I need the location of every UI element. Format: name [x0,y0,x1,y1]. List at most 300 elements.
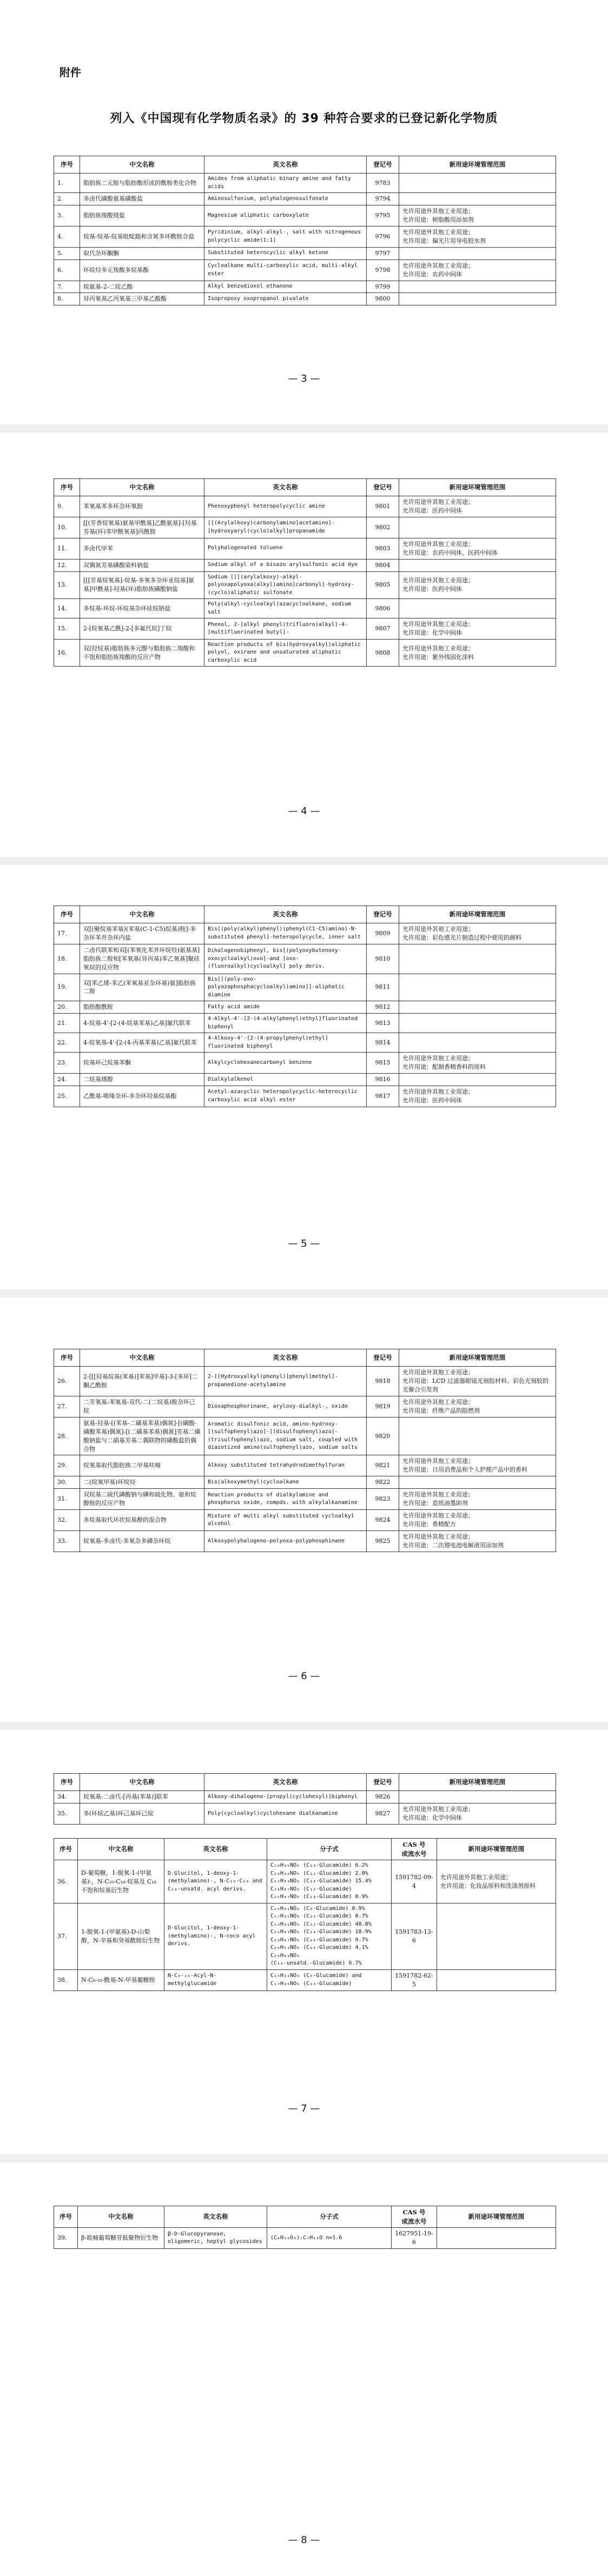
cas-number: 1591782-09-4 [392,1860,437,1903]
column-header: 序号 [54,479,80,496]
table-row [54,205,556,226]
registration-number: 9818 [367,1367,399,1396]
column-header: 新用途环境管理范围 [399,1774,556,1791]
column-header: 登记号 [367,479,399,496]
registration-number: 9805 [367,571,399,599]
management-scope [399,1033,556,1053]
row-number: 2. [54,193,80,205]
chinese-name: 苯氧基苯多环杂环氧胺 [80,496,204,517]
chinese-name: 乙酰基-哌嗪杂环-多杂环羟基烷基酯 [80,1086,204,1107]
column-header: 序号 [54,1349,80,1367]
english-name: Phenol, 2-[alkyl phenyl(trifluoro)alkyl]-4-[multifluorinated butyl]- [204,618,367,640]
molecular-formula: C₁₈H₃₅NO₆ (C₁₀-Glucamide) 6.2% C₂₀H₃₉NO₆ (C₁₂-Glucamide) 2.0% C₂₂H₄₃NO₆ (C₁₄-Glucamide) 15.4% C₂₄H₄₇NO₆ (C₁₆-Glucamide) C₂₅H₄₇NO₆ (C₁₈-Glucamide) 0.9% [267,1860,392,1903]
page-3 [0,0,608,424]
registration-number: 9813 [367,1014,399,1033]
registration-number: 9809 [367,923,399,944]
registration-number: 9808 [367,639,399,667]
english-name: Bis[[(poly-oxo-polyazaphosphacycloalkyl)amino]]-aliphatic diamine [204,974,367,1001]
chinese-name: D-葡萄糖，1-脱氧-1-(甲氨基)-，N-C₁₀-C₁₈-烷基及 C₁₈ 不饱和烷基衍生物 [78,1860,164,1903]
page-4 [0,432,608,857]
management-scope: 允许用途外其他工业用途； 允许用途：香精配方 [399,1510,556,1531]
table-row [54,1903,556,1969]
registration-number: 9803 [367,538,399,559]
chinese-name: 1-脱氧-1-(甲氨基)-D-山梨醇，N-辛基和癸基酰胺衍生物 [78,1903,164,1969]
management-scope [437,1903,556,1969]
row-number: 4. [54,226,80,247]
table-row [54,247,556,259]
english-name: Fatty acid amide [204,1001,367,1014]
management-scope [399,974,556,1001]
table-row [54,1014,556,1033]
english-name: Magnesium aliphatic carboxylate [204,205,367,226]
chinese-name: 脂肪酸酰胺 [80,1001,204,1014]
registration-number: 9826 [367,1791,399,1803]
table-row [54,944,556,974]
row-number: 28. [54,1417,80,1455]
column-header: 登记号 [367,906,399,923]
chinese-name: 二烷基烯醇 [80,1074,204,1086]
substance-table-cas [54,2206,556,2249]
registration-number: 9794 [367,193,399,205]
row-number: 17. [54,923,80,944]
molecular-formula: C₁₅H₃₁NO₆ (C₈-Glucamide) and C₁₇H₃₅NO₆ (C₁₀-Glucamide) [267,1969,392,1991]
cas-number: 1591783-13-6 [392,1903,437,1969]
chinese-name: 双(羟烷基)脂肪族多元醇与脂肪族二羧酸和不饱和脂肪族羧酸的反应产物 [80,639,204,667]
substance-table [54,156,556,305]
chinese-name: 多(环烷乙基)环己基环己烷 [80,1803,204,1824]
column-header: 中文名称 [80,479,204,496]
english-name: Sodium alkyl of a bisazo arylsulfonic acid dye [204,559,367,571]
english-name: β-D-Glucopyranose, oligomeric, heptyl glycosides [164,2228,267,2249]
management-scope [399,1791,556,1803]
english-name: Phenoxyphenyl heteropolycyclic amine [204,496,367,517]
english-name: 4-Alkyl-4'-[2-(4-alkylphenyl)ethyl]fluorinated biphenyl [204,1014,367,1033]
chinese-name: 双烷基二硫代磷酸钠与磷和硫化物、氨和烷醇胺的反应产物 [80,1489,204,1510]
management-scope: 允许用途外其他工业用途； 允许用途：农药中间体、医药中间体 [399,538,556,559]
substance-table [54,1349,556,1552]
english-name: Dihalogenobiphenyl, bis[(polyoxybutenoxy-oxocycloalkyl)oxo]-and [oxo-(fluoroalkyl)cycloalkyl] poly deriv. [204,944,367,974]
chinese-name: 二芳氧基-苯氧基-双代-二(二烷基)胺杂环己烷 [80,1396,204,1417]
registration-number: 9799 [367,281,399,293]
molecular-formula: C₁₅H₃₁NO₆ (C₈-Glucamide) 0.9% C₁₇H₃₅NO₆ (C₁₀-Glucamide) 0.7% C₁₉H₃₉NO₆ (C₁₂-Glucamide) 48.8% C₂₁H₄₃NO₆ (C₁₄-Glucamide) 18.9% C₂₃H₄₇NO₆ (C₁₆-Glucamide) 9.7% C₂₅H₅₁NO₆ (C₁₈-Glucamide) 4.1% C₂₅H₄₉NO₆ (C₁₈-unsatd.-Glucamide) 6.7% [267,1903,392,1969]
table-row [54,1531,556,1552]
chinese-name: 二卤代联苯和双[(苯氧化苯并环烷烃)氨基基]脂肪族二胺和[苯氧基(异丙基)苯乙氧基]聚硅氧烷的反应物 [80,944,204,974]
column-header: 英文名称 [204,906,367,923]
table-row [54,1074,556,1086]
chinese-name: 烷氨基-2-二烷乙酸 [80,281,204,293]
column-header: CAS 号 或流水号 [392,1839,437,1860]
table-header-row [54,1839,556,1860]
management-scope: 允许用途外其他工业用途； 允许用途：医药中间体 [399,1086,556,1107]
english-name: Mixture of multi alkyl substituted cycloalkyl alcohol [204,1510,367,1531]
column-header: CAS 号 或流水号 [392,2206,437,2228]
chinese-name: 双[苯乙烯-苯乙(苯氧基亚杂环基)氨]脂肪族二胺 [80,974,204,1001]
table-row [54,293,556,305]
column-header: 英文名称 [204,1774,367,1791]
registration-number: 9800 [367,293,399,305]
management-scope: 允许用途外其他工业用途； 允许用途：彩色感光片制造过程中使用的颜料 [399,923,556,944]
registration-number: 9822 [367,1476,399,1489]
registration-number: 9795 [367,205,399,226]
chinese-name: 2-[[[羟基烷基(苯基)]苯基]甲基]-3-[多环]二酮乙酰胺 [80,1367,204,1396]
management-scope: 允许用途外其他工业用途； 允许用途：紫外线固化涂料 [399,639,556,667]
column-header: 英文名称 [164,2206,267,2228]
page-number: — 4 — [288,806,320,817]
english-name: Poly(alkyl-cycloalkyl)azacycloalkane, sodium salt [204,599,367,618]
table-row [54,1860,556,1903]
table-row [54,639,556,667]
column-header: 新用途环境管理范围 [399,479,556,496]
management-scope: 允许用途外其他工业用途； 允许用途：偏光片用导电胶水剂 [399,226,556,247]
english-name: Reaction products of dialkylamine and phosphorus oxide, compds. with alkylalkanamine [204,1489,367,1510]
row-number: 32. [54,1510,80,1531]
table-header-row [54,1774,556,1791]
registration-number: 9821 [367,1455,399,1476]
row-number: 29. [54,1455,80,1476]
page-8 [0,2162,608,2576]
table-row [54,1476,556,1489]
management-scope [399,1014,556,1033]
row-number: 18. [54,944,80,974]
chinese-name: 异丙氧基乙丙氧基三甲基乙酸酯 [80,293,204,305]
management-scope [399,281,556,293]
table-row [54,259,556,281]
management-scope [437,2228,556,2249]
column-header: 中文名称 [78,2206,164,2228]
chinese-name: 脂肪族二元胺与脂肪酸形成的酰胺类化合物 [80,174,204,193]
registration-number: 9825 [367,1531,399,1552]
english-name: Bis(alkoxymethyl)cycloalkane [204,1476,367,1489]
english-name: D-Glucitol, 1-deoxy-1-(methylamino)-, N-coco acyl derivs. [164,1903,267,1969]
table-row [54,974,556,1001]
english-name: Alkylcyclohexanecarbonyl benzene [204,1053,367,1074]
row-number: 3. [54,205,80,226]
row-number: 24. [54,1074,80,1086]
management-scope: 允许用途外其他工业用途； 允许用途：医药中间体 [399,571,556,599]
row-number: 20. [54,1001,80,1014]
management-scope [399,1001,556,1014]
column-header: 中文名称 [80,906,204,923]
page-number: — 5 — [288,1238,320,1249]
chinese-name: 双[(聚烷基苯基)(苯基(C-1-C5)烷基)胺]-多杂环苯并杂环内盐 [80,923,204,944]
column-header: 新用途环境管理范围 [437,2206,556,2228]
chinese-name: 4-烷基-4'-[2-(4-烷基苯基)乙基]氟代联苯 [80,1014,204,1033]
table-row [54,1510,556,1531]
table-row [54,174,556,193]
table-row [54,1367,556,1396]
chinese-name: 取代杂环酮酮 [80,247,204,259]
page-number: — 7 — [288,2103,320,2114]
registration-number: 9804 [367,559,399,571]
column-header: 新用途环境管理范围 [399,1349,556,1367]
table-row [54,538,556,559]
column-header: 英文名称 [204,156,367,174]
registration-number: 9823 [367,1489,399,1510]
table-header-row [54,479,556,496]
column-header: 中文名称 [80,1774,204,1791]
page-7 [0,1730,608,2154]
row-number: 5. [54,247,80,259]
table-row [54,1001,556,1014]
registration-number: 9783 [367,174,399,193]
row-number: 21. [54,1014,80,1033]
column-header: 序号 [54,2206,78,2228]
column-header: 登记号 [367,156,399,174]
chinese-name: 4-烷氧基-4'-[2-(4-丙基苯基)乙基]氟代联苯 [80,1033,204,1053]
english-name: Amides from aliphatic binary amine and fatty acids [204,174,367,193]
chinese-name: 环烷烃多元羧酸多烷基酯 [80,259,204,281]
english-name: Polyhalogenated toluene [204,538,367,559]
management-scope: 允许用途外其他工业用途； 允许用途：农药中间体 [399,259,556,281]
table-row [54,559,556,571]
management-scope: 允许用途外其他工业用途； 允许用途：化学中间体 [399,1803,556,1824]
attachment-label: 附件 [60,66,81,79]
column-header: 序号 [54,156,80,174]
chinese-name: 二(烷氧甲基)环烷烃 [80,1476,204,1489]
page-number: — 3 — [288,373,320,384]
chinese-name: 多烷基-环烷-环烷基杂环硅烷钠盐 [80,599,204,618]
row-number: 25. [54,1086,80,1107]
column-header: 序号 [54,1839,78,1860]
row-number: 15. [54,618,80,640]
table-row [54,1417,556,1455]
chinese-name: 烷基-烷基-烷基吡啶鎓和含氮多环酰胺合盐 [80,226,204,247]
management-scope: 允许用途外其他工业用途； 允许用途：配制香精香料的原料 [399,1053,556,1074]
table-header-row [54,156,556,174]
management-scope: 允许用途外其他工业用途； 允许用途：化妆品原料和洗涤剂原料 [437,1860,556,1903]
row-number: 38. [54,1969,78,1991]
english-name: Cycloalkane multi-carboxylic acid, multi-alkyl ester [204,259,367,281]
management-scope [399,1417,556,1455]
chinese-name: [[(芳香烷氧基)氨基甲酰基]乙酰氨基]-[羟基芳基(环)苯甲酰氧基]丙酰胺 [80,517,204,538]
registration-number: 9806 [367,599,399,618]
registration-number: 9811 [367,974,399,1001]
column-header: 登记号 [367,1349,399,1367]
chinese-name: N-C₈-₁₀-酰基-N-甲基葡糖胺 [78,1969,164,1991]
english-name: Poly(cycloalkyl)cyclohexane dialkanamine [204,1803,367,1824]
row-number: 31. [54,1489,80,1510]
row-number: 19. [54,974,80,1001]
english-name: Acetyl-azacyclic heteropolycyclic-heterocyclic carboxylic acid alkyl ester [204,1086,367,1107]
registration-number: 9810 [367,944,399,974]
registration-number: 9817 [367,1086,399,1107]
table-header-row [54,1349,556,1367]
chinese-name: 双偶氮芳基磺酸染料钠盐 [80,559,204,571]
column-header: 中文名称 [80,156,204,174]
column-header: 新用途环境管理范围 [399,156,556,174]
row-number: 37. [54,1903,78,1969]
chinese-name: 多卤代甲苯 [80,538,204,559]
table-row [54,1969,556,1991]
table-row [54,571,556,599]
row-number: 39. [54,2228,78,2249]
page-number: — 6 — [288,1670,320,1682]
molecular-formula: (C₆H₁₀O₅)ₙC₇H₁₆O n=1.6 [267,2228,392,2249]
table-row [54,923,556,944]
column-header: 新用途环境管理范围 [399,906,556,923]
english-name: Substituted heterocyclic alkyl ketone [204,247,367,259]
column-header: 英文名称 [164,1839,267,1860]
registration-number: 9820 [367,1417,399,1455]
table-row [54,618,556,640]
cas-number: 1627951-19-6 [392,2228,437,2249]
row-number: 23. [54,1053,80,1074]
row-number: 12. [54,559,80,571]
row-number: 14. [54,599,80,618]
management-scope [399,174,556,193]
row-number: 34. [54,1791,80,1803]
substance-table [54,1773,556,1825]
row-number: 27. [54,1396,80,1417]
table-row [54,226,556,247]
management-scope: 允许用途外其他工业用途； 允许用途：纤维产品的阻燃剂 [399,1396,556,1417]
table-row [54,1033,556,1053]
english-name: Alkoxypolyhalogeno-polyoxa-polyphosphinane [204,1531,367,1552]
english-name: 2-[[Hydroxyalkyl(phenyl)]phenyl]methyl]-propanedione-acetylamine [204,1367,367,1396]
column-header: 序号 [54,1774,80,1791]
management-scope [399,1074,556,1086]
chinese-name: [[[芳基烷氧基]-烷基-多氧多杂环亚烷基]氨基]甲酰基]-羟基(环)脂肪族磺酸钠盐 [80,571,204,599]
english-name: N-C₈-₁₀-Acyl-N-methylglucamide [164,1969,267,1991]
substance-table [54,478,556,667]
management-scope [399,247,556,259]
management-scope: 允许用途外其他工业用途； 允许用途：日用消费品和个人护理产品中的香料 [399,1455,556,1476]
management-scope [399,599,556,618]
column-header: 中文名称 [78,1839,164,1860]
row-number: 11. [54,538,80,559]
row-number: 13. [54,571,80,599]
table-header-row [54,2206,556,2228]
english-name: [[(Arylalkoxy)carbonylamino]acetamino]-[hydroxyaryl(cyclo)alkyl]propanamide [204,517,367,538]
row-number: 16. [54,639,80,667]
row-number: 26. [54,1367,80,1396]
row-number: 1. [54,174,80,193]
chinese-name: 多卤代磺酸氨基磺酸盐 [80,193,204,205]
registration-number: 9796 [367,226,399,247]
table-row [54,496,556,517]
chinese-name: β-吡喃葡萄糖苷低聚物衍生物 [78,2228,164,2249]
english-name: Aromatic disulfonic acid, amino-hydroxy-[(sulfophenyl)azo]-[(disulfophenyl)azo]-(trisulfophenyl)azo, sodium salt, coupled with diazotized amino(sulfophenyl)azo, sodium salts [204,1417,367,1455]
registration-number: 9815 [367,1053,399,1074]
registration-number: 9801 [367,496,399,517]
column-header: 英文名称 [204,479,367,496]
document-title: 列入《中国现有化学物质名录》的 39 种符合要求的已登记新化学物质 [110,112,498,125]
page-6 [0,1297,608,1722]
registration-number: 9798 [367,259,399,281]
column-header: 中文名称 [80,1349,204,1367]
english-name: Dioxaphosphorinane, aryloxy-dialkyl-, oxide [204,1396,367,1417]
row-number: 7. [54,281,80,293]
chinese-name: 烷基环己烷基苯酮 [80,1053,204,1074]
management-scope [399,1476,556,1489]
table-row [54,2228,556,2249]
table-row [54,1455,556,1476]
management-scope: 允许用途外其他工业用途； 允许用途：LCD 过滤器眼镜光刻胶材料、彩色光刻胶的光聚合引发剂 [399,1367,556,1396]
table-row [54,1489,556,1510]
english-name: D-Glucitol, 1-deoxy-1-(methylamino)-, N-C₁₀-C₁₈ and C₁₈-unsatd. acyl derivs. [164,1860,267,1903]
row-number: 35. [54,1803,80,1824]
management-scope: 允许用途外其他工业用途； 允许用途：化学中间体 [399,618,556,640]
management-scope: 允许用途外其他工业用途； 允许用途：二次锂电池电解液用添加剂 [399,1531,556,1552]
table-row [54,1791,556,1803]
chinese-name: 氨基-羟基-[(苯基-二磺基苯基)偶氮]-[(磺酸-磺酸苯基)偶氮]-[(二磺基苯基)偶氮]芳基二磺酸钠盐与二硝基芳基二偶联物的磺酸盐的偶合物 [80,1417,204,1455]
management-scope [399,944,556,974]
english-name: Reaction products of bis(hydroxyalkyl)aliphatic polyol, oxirane and unsaturated aliphatic carboxylic acid [204,639,367,667]
chinese-name: 烷氧基-二卤代-[丙基(苯基)]联苯 [80,1791,204,1803]
column-header: 登记号 [367,1774,399,1791]
chinese-name: 烷氧基-多卤代-多氧杂多磷杂环烷 [80,1531,204,1552]
english-name: Sodium [[[(arylalkoxy)-alkyl-polyoxapolyoxa(alkyl)amino]carbonyl]-hydroxy-(cyclo)aliphatic sulfonate [204,571,367,599]
column-header: 新用途环境管理范围 [437,1839,556,1860]
english-name: Alkyl benzodioxol ethanone [204,281,367,293]
english-name: Alkoxy-dihalogeno-[propyl(cyclohexyl)]biphenyl [204,1791,367,1803]
table-row [54,193,556,205]
english-name: Pyridinium, alkyl-alkyl-, salt with nitrogenous polycyclic amide(1:1) [204,226,367,247]
management-scope [399,559,556,571]
substance-table-cas [54,1838,556,1991]
table-header-row [54,906,556,923]
column-header: 分子式 [267,2206,392,2228]
table-row [54,517,556,538]
row-number: 6. [54,259,80,281]
registration-number: 9797 [367,247,399,259]
column-header: 分子式 [267,1839,392,1860]
row-number: 8. [54,293,80,305]
management-scope [399,193,556,205]
page-number: — 8 — [288,2534,320,2546]
column-header: 英文名称 [204,1349,367,1367]
row-number: 33. [54,1531,80,1552]
row-number: 10. [54,517,80,538]
table-row [54,281,556,293]
registration-number: 9812 [367,1001,399,1014]
registration-number: 9807 [367,618,399,640]
page-5 [0,865,608,1289]
chinese-name: 脂肪族羧酸镁盐 [80,205,204,226]
english-name: Bis[(poly(alkyl)phenyl)(phenyl(C1-C5)amino)-N-substituted phenyl]-heteropolycycle, inner salt [204,923,367,944]
substance-table [54,906,556,1107]
chinese-name: 烷氧基取代脂肪族二甲基呋喃 [80,1455,204,1476]
row-number: 9. [54,496,80,517]
management-scope [437,1969,556,1991]
registration-number: 9819 [367,1396,399,1417]
registration-number: 9827 [367,1803,399,1824]
table-row [54,1396,556,1417]
registration-number: 9802 [367,517,399,538]
row-number: 36. [54,1860,78,1903]
english-name: 4-Alkoxy-4'-[2-(4-propylphenyl)ethyl] fluorinated biphenyl [204,1033,367,1053]
english-name: Dialkylalkenol [204,1074,367,1086]
english-name: Aminosulfonium, polyhalogenosulfonate [204,193,367,205]
management-scope: 允许用途外其他工业用途； 允许用途：造纸油墨助剂 [399,1489,556,1510]
row-number: 30. [54,1476,80,1489]
table-row [54,599,556,618]
table-row [54,1053,556,1074]
chinese-name: 2-[烷氧基乙酰]-2-[多氟代烷]丁烷 [80,618,204,640]
english-name: Isopropoxy oxopropanol pivalate [204,293,367,305]
management-scope [399,517,556,538]
column-header: 序号 [54,906,80,923]
registration-number: 9816 [367,1074,399,1086]
management-scope: 允许用途外其他工业用途； 允许用途：树脂酸用添加剂 [399,205,556,226]
english-name: Alkoxy substituted tetrahydrodimethylfuran [204,1455,367,1476]
management-scope: 允许用途外其他工业用途； 允许用途：医药中间体 [399,496,556,517]
registration-number: 9814 [367,1033,399,1053]
table-row [54,1086,556,1107]
chinese-name: 多烷基取代环状烷基醇的混合物 [80,1510,204,1531]
row-number: 22. [54,1033,80,1053]
management-scope [399,293,556,305]
